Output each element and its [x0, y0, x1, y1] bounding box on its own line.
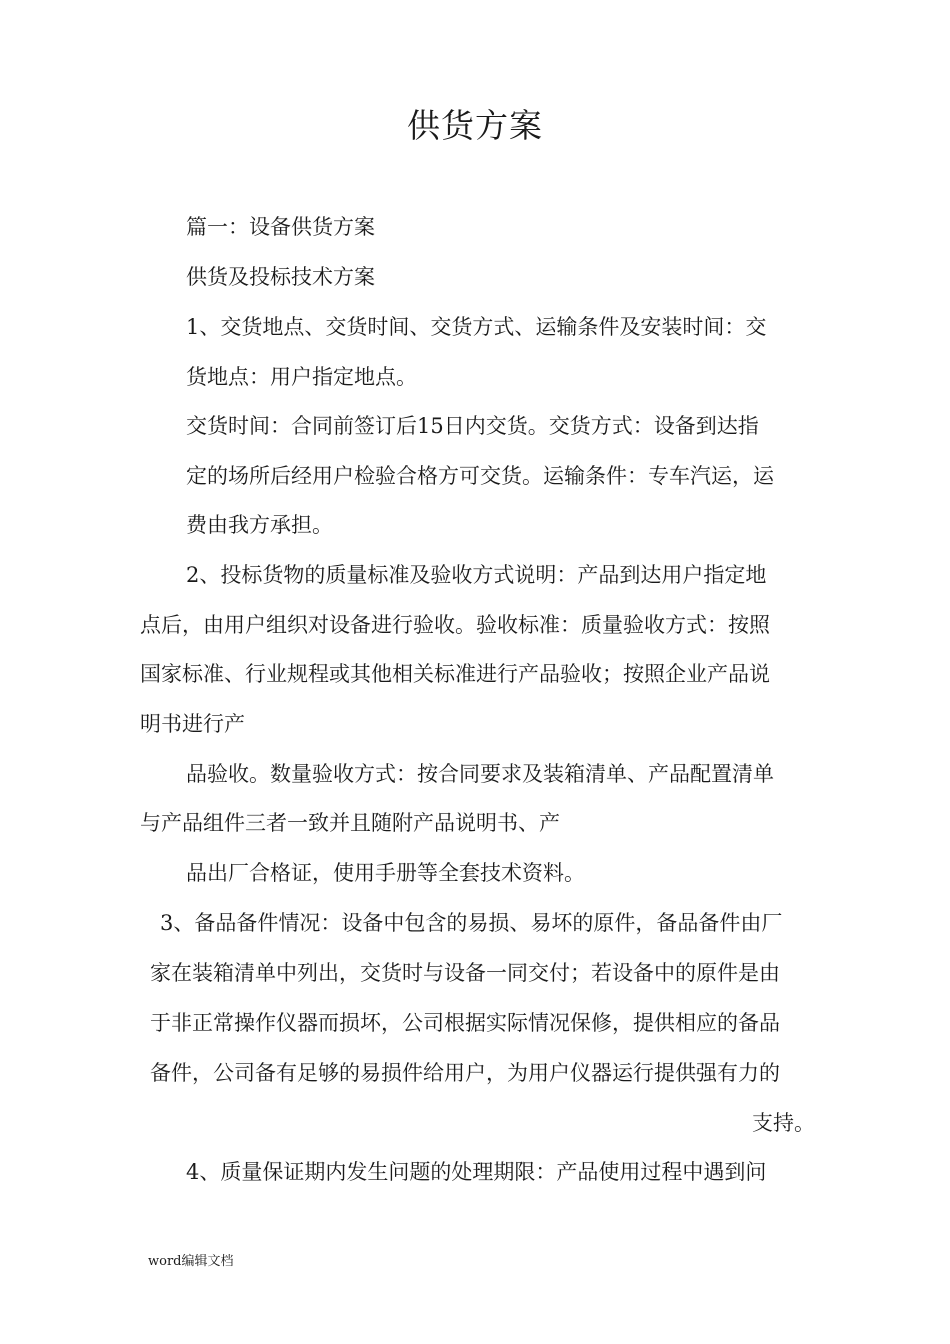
text-line: 3、备品备件情况：设备中包含的易损、易坏的原件，备品备件由厂 [160, 911, 783, 935]
text-line: 品出厂合格证，使用手册等全套技术资料。 [186, 861, 585, 885]
text-line: 于非正常操作仪器而损坏，公司根据实际情况保修，提供相应的备品 [150, 1011, 780, 1035]
text-line: 国家标准、行业规程或其他相关标准进行产品验收；按照企业产品说 [140, 662, 770, 686]
text-line: 交货时间：合同前签订后15日内交货。交货方式：设备到达指 [186, 414, 759, 438]
text-line: 篇一：设备供货方案 [186, 215, 375, 239]
text-line: 1、交货地点、交货时间、交货方式、运输条件及安装时间：交 [186, 315, 767, 339]
text-line: 4、质量保证期内发生问题的处理期限：产品使用过程中遇到问 [186, 1160, 767, 1184]
text-line: 费由我方承担。 [186, 513, 333, 537]
text-line: 货地点：用户指定地点。 [186, 365, 417, 389]
text-line: 点后，由用户组织对设备进行验收。验收标准：质量验收方式：按照 [140, 613, 770, 637]
text-line: 备件，公司备有足够的易损件给用户，为用户仪器运行提供强有力的 [150, 1061, 780, 1085]
text-line: 家在装箱清单中列出，交货时与设备一同交付；若设备中的原件是由 [150, 961, 780, 985]
text-line: 2、投标货物的质量标准及验收方式说明：产品到达用户指定地 [186, 563, 767, 587]
text-line: 与产品组件三者一致并且随附产品说明书、产 [140, 811, 560, 835]
footer-label: word编辑文档 [148, 1254, 234, 1269]
text-line: 支持。 [752, 1111, 815, 1135]
document-title: 供货方案 [407, 106, 543, 145]
text-line: 定的场所后经用户检验合格方可交货。运输条件：专车汽运，运 [186, 464, 774, 488]
text-line: 供货及投标技术方案 [186, 265, 375, 289]
text-line: 品验收。数量验收方式：按合同要求及装箱清单、产品配置清单 [186, 762, 774, 786]
text-line: 明书进行产 [140, 712, 245, 736]
